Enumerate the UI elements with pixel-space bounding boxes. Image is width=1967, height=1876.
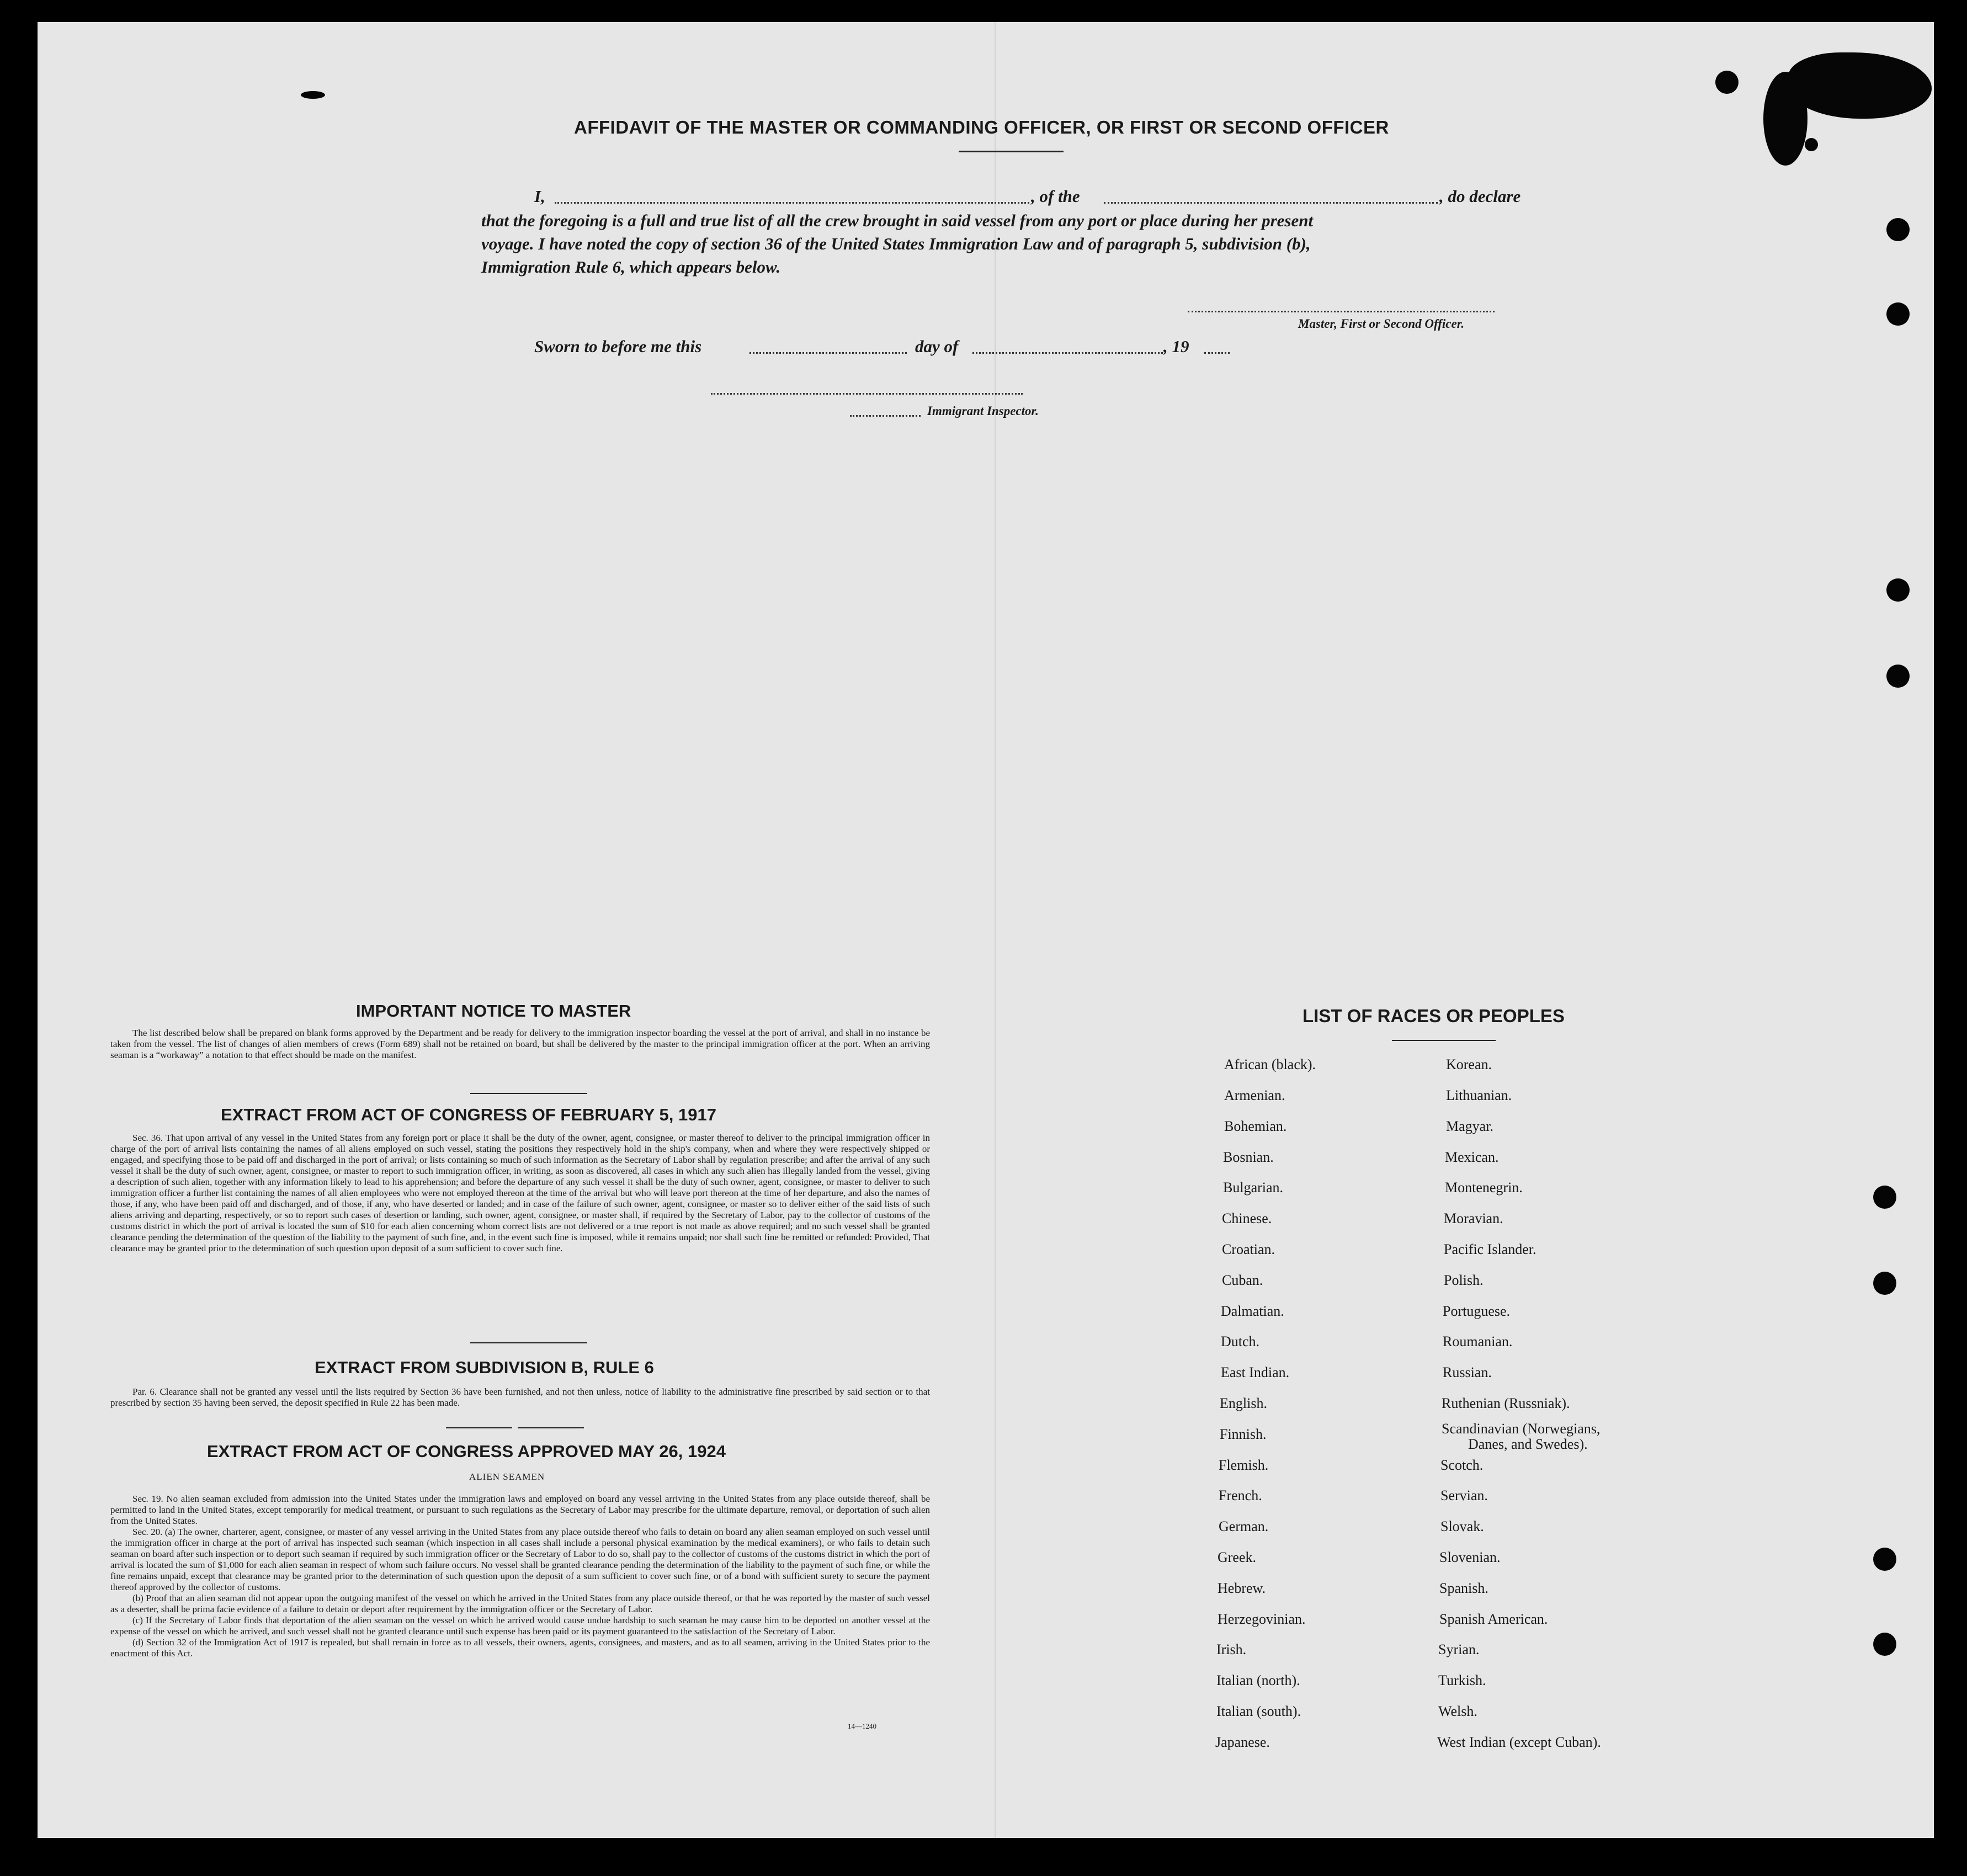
- affidavit-title: AFFIDAVIT OF THE MASTER OR COMMANDING OFFICER, OR FIRST OR SECOND OFFICER: [574, 117, 1389, 137]
- extract-1917-title: EXTRACT FROM ACT OF CONGRESS OF FEBRUARY 5, 1917: [221, 1105, 716, 1124]
- punch-hole: [1886, 578, 1910, 602]
- race-right: Ruthenian (Russniak).: [1442, 1395, 1570, 1411]
- par-6-text: Par. 6. Clearance shall not be granted any vessel until the lists required by Section 36 have been furnished, and not then unless, notice of liability to the administrative fine prescribed by said section or to that prescribed by section 35 having been served, the deposit specified in Rule 22 has been made.: [110, 1386, 930, 1408]
- race-left: Dalmatian.: [1221, 1303, 1284, 1319]
- race-left: Chinese.: [1222, 1210, 1272, 1226]
- race-right: Magyar.: [1446, 1118, 1493, 1134]
- race-left: Armenian.: [1224, 1087, 1285, 1103]
- sec-36-text: Sec. 36. That upon arrival of any vessel in the United States from any foreign port or place it shall be the duty of the owner, agent, consignee, or master thereof to deliver to the principal immigration officer in charge of the port of arrival lists containing the names of all aliens employed on such vessel, stating the positions they respectively hold in the ship's company, when and where they were respectively shipped or engaged, and specifying those to be paid off and discharged in the port of arrival; or lists containing so much of such information as the Secretary of Labor shall by regulation prescribe; and after the arrival of any such vessel it shall be the duty of such owner, agent, consignee, or master to report to such immigration officer, in writing, as soon as discovered, all cases in which any such alien has illegally landed from the vessel, giving a description of such alien, together with any information likely to lead to his apprehension; and before the departure of any such vessel it shall be the duty of such owner, agent, consignee, or master to deliver to such immigration officer a further list containing the names of all alien employees who were not employed thereon at the time of the arrival but who will leave port thereon at the time of her departure, and also the names of those, if any, who have been paid off and discharged, and of those, if any, who have deserted or landed; and in case of the failure of such owner, agent, consignee, or master so to deliver either of the said lists of such aliens arriving and departing, respectively, or so to report such cases of desertion or landing, such owner, agent, consignee, or master shall, if required by the Secretary of Labor, pay to the collector of customs of the customs district in which the port of arrival is located the sum of $10 for each alien concerning whom correct lists are not delivered or a true report is not made as above required; and no such vessel shall be granted clearance pending the determination of the question of the liability to the payment of such fine, and, in the event such fine is imposed, while it remains unpaid; nor shall such fine be remitted or refunded: Provided, That clearance may be granted prior to the determination of such question upon deposit of a sum sufficient to cover such fine.: [110, 1133, 930, 1253]
- race-left: Bosnian.: [1223, 1149, 1274, 1165]
- race-right: Danes, and Swedes).: [1468, 1436, 1588, 1452]
- race-left: Bulgarian.: [1223, 1179, 1284, 1195]
- race-left: German.: [1219, 1518, 1269, 1534]
- race-right: Roumanian.: [1443, 1333, 1513, 1349]
- divider: [518, 1427, 584, 1428]
- race-right: Korean.: [1446, 1056, 1492, 1072]
- race-right: Turkish.: [1438, 1672, 1486, 1688]
- ink-blot: [1805, 138, 1818, 151]
- race-left: Hebrew.: [1218, 1580, 1266, 1596]
- race-left: Croatian.: [1222, 1241, 1275, 1257]
- races-title: LIST OF RACES OR PEOPLES: [1303, 1006, 1565, 1026]
- notice-body: [110, 1028, 930, 1061]
- name-blank: [555, 202, 1029, 204]
- ink-blot: [301, 91, 325, 99]
- race-right: Russian.: [1443, 1364, 1492, 1380]
- extract-1917-body: [110, 1133, 930, 1254]
- form-number: 14—1240: [848, 1722, 876, 1730]
- ink-blot: [1715, 71, 1739, 94]
- sworn-year-blank: [1204, 352, 1230, 354]
- divider: [470, 1342, 587, 1343]
- sworn-year: , 19: [1163, 337, 1189, 356]
- sworn-prefix: Sworn to before me this: [534, 337, 702, 356]
- race-right: Spanish.: [1439, 1580, 1488, 1596]
- race-left: Cuban.: [1222, 1272, 1263, 1288]
- race-right: Montenegrin.: [1445, 1179, 1523, 1195]
- master-signature-label: Master, First or Second Officer.: [1298, 317, 1465, 331]
- punch-hole: [1873, 1186, 1896, 1209]
- vessel-blank: [1104, 202, 1438, 204]
- race-right: Mexican.: [1445, 1149, 1499, 1165]
- punch-hole: [1873, 1272, 1896, 1295]
- race-right: Slovak.: [1440, 1518, 1484, 1534]
- title-rule: [959, 151, 1064, 152]
- race-left: Italian (north).: [1216, 1672, 1300, 1688]
- extract-1924-body: [110, 1494, 930, 1659]
- race-left: Flemish.: [1219, 1457, 1269, 1473]
- race-right: Spanish American.: [1439, 1611, 1548, 1627]
- race-right: Pacific Islander.: [1444, 1241, 1537, 1257]
- affidavit-declare: , do declare: [1439, 187, 1521, 206]
- race-right: Syrian.: [1438, 1641, 1480, 1657]
- sec-20d-text: (d) Section 32 of the Immigration Act of 1917 is repealed, but shall remain in force as to all vessels, their owners, agents, consignees, and masters, and as to all seamen, arriving in the United States prior to the enactment of this Act.: [110, 1637, 930, 1659]
- race-left: Japanese.: [1215, 1734, 1270, 1750]
- race-left: French.: [1219, 1487, 1262, 1503]
- punch-hole: [1886, 665, 1910, 688]
- race-right: Polish.: [1444, 1272, 1484, 1288]
- race-right: Moravian.: [1444, 1210, 1503, 1226]
- sec-19-text: Sec. 19. No alien seaman excluded from admission into the United States under the immigration laws and employed on board any vessel arriving in the United States from any place outside thereof, shall be permitted to land in the United States, except temporarily for medical treatment, or pursuant to such regulations as the Secretary of Labor may prescribe for the ultimate departure, removal, or deportation of such alien from the United States.: [110, 1494, 930, 1526]
- sworn-day-of: day of: [915, 337, 959, 356]
- divider: [470, 1093, 587, 1094]
- affidavit-line-3: voyage. I have noted the copy of section 36 of the United States Immigration Law and of paragraph 5, subdivision (b),: [481, 234, 1311, 253]
- punch-hole: [1886, 302, 1910, 326]
- inspector-signature-line: [711, 393, 1023, 395]
- race-left: African (black).: [1224, 1056, 1316, 1072]
- punch-hole: [1873, 1548, 1896, 1571]
- sec-20c-text: (c) If the Secretary of Labor finds that deportation of the alien seaman on the vessel on which he arrived would cause undue hardship to such seaman he may cause him to be deported on another vessel at the expense of the vessel on which he arrived, and such vessel shall not be granted clearance until such expense has been paid or its payment guaranteed to the satisfaction of the Secretary of Labor.: [110, 1615, 930, 1636]
- races-rule: [1392, 1040, 1496, 1041]
- notice-title: IMPORTANT NOTICE TO MASTER: [356, 1001, 631, 1021]
- race-right: Scotch.: [1440, 1457, 1484, 1473]
- race-left: East Indian.: [1221, 1364, 1290, 1380]
- affidavit-i: I,: [534, 187, 545, 206]
- divider: [446, 1427, 512, 1428]
- race-left: Bohemian.: [1224, 1118, 1287, 1134]
- affidavit-line-2: that the foregoing is a full and true list of all the crew brought in said vessel from any port or place during her present: [481, 211, 1314, 230]
- extract-rule6-body: [110, 1386, 930, 1409]
- fold-crease: [995, 22, 996, 1838]
- extract-1924-title: EXTRACT FROM ACT OF CONGRESS APPROVED MAY 26, 1924: [207, 1442, 726, 1461]
- race-left: English.: [1220, 1395, 1267, 1411]
- sworn-day-blank: [749, 352, 907, 354]
- race-left: Italian (south).: [1216, 1703, 1301, 1719]
- race-left: Irish.: [1216, 1641, 1247, 1657]
- affidavit-of-the: , of the: [1031, 187, 1080, 206]
- race-right: Servian.: [1440, 1487, 1488, 1503]
- affidavit-line-4: Immigration Rule 6, which appears below.: [481, 257, 781, 277]
- inspector-label: Immigrant Inspector.: [927, 404, 1039, 418]
- race-left: Greek.: [1218, 1549, 1257, 1565]
- inspector-short-line: [850, 415, 921, 417]
- punch-hole: [1886, 218, 1910, 241]
- race-right: Slovenian.: [1439, 1549, 1501, 1565]
- race-left: Finnish.: [1220, 1426, 1267, 1442]
- race-right: Lithuanian.: [1446, 1087, 1512, 1103]
- race-left: Dutch.: [1221, 1333, 1260, 1349]
- sec-20b-text: (b) Proof that an alien seaman did not appear upon the outgoing manifest of the vessel on which he arrived in the United States from any place outside thereof, or that he was reported by the master of such vessel as a deserter, shall be prima facie evidence of a failure to detain or deport after requirement by the immigration officer or the Secretary of Labor.: [110, 1593, 930, 1614]
- master-signature-line: [1188, 311, 1495, 312]
- sec-20a-text: Sec. 20. (a) The owner, charterer, agent, consignee, or master of any vessel arriving in the United States from any place outside thereof who fails to detain on board any alien seaman employed on such vessel until the immigration officer in charge at the port of arrival has inspected such seaman (which inspection in all cases shall include a personal physical examination by the medical examiners), or who fails to detain such seaman on board after such inspection or to deport such seaman if required by such immigration officer or the Secretary of Labor to do so, shall pay to the collector of customs of the customs district in which the port of arrival is located the sum of $1,000 for each alien seaman in respect of whom such failure occurs. No vessel shall be granted clearance pending the determination of the liability to the payment of such fine, or while the fine remains unpaid, except that clearance may be granted prior to the determination of such question upon the deposit of a sum sufficient to cover such fine, or of a bond with sufficient surety to secure the payment thereof approved by the collector of customs.: [110, 1527, 930, 1592]
- alien-seamen-subtitle: ALIEN SEAMEN: [469, 1471, 545, 1482]
- race-right: West Indian (except Cuban).: [1437, 1734, 1601, 1750]
- ink-blot: [1763, 72, 1807, 166]
- race-right: Scandinavian (Norwegians,: [1442, 1421, 1601, 1437]
- extract-rule6-title: EXTRACT FROM SUBDIVISION B, RULE 6: [315, 1358, 654, 1377]
- race-right: Welsh.: [1438, 1703, 1477, 1719]
- notice-text: The list described below shall be prepared on blank forms approved by the Department and be ready for delivery to the immigration inspector boarding the vessel at the port of arrival, and shall in no instance be taken from the vessel. The list of changes of alien members of crews (Form 689) shall not be retained on board, but shall be delivered by the master to the principal immigration officer at the port. When an arriving seaman is a “workaway” a notation to that effect should be made on the manifest.: [110, 1028, 930, 1060]
- sworn-month-blank: [972, 352, 1163, 354]
- race-right: Portuguese.: [1443, 1303, 1511, 1319]
- punch-hole: [1873, 1633, 1896, 1656]
- race-left: Herzegovinian.: [1218, 1611, 1306, 1627]
